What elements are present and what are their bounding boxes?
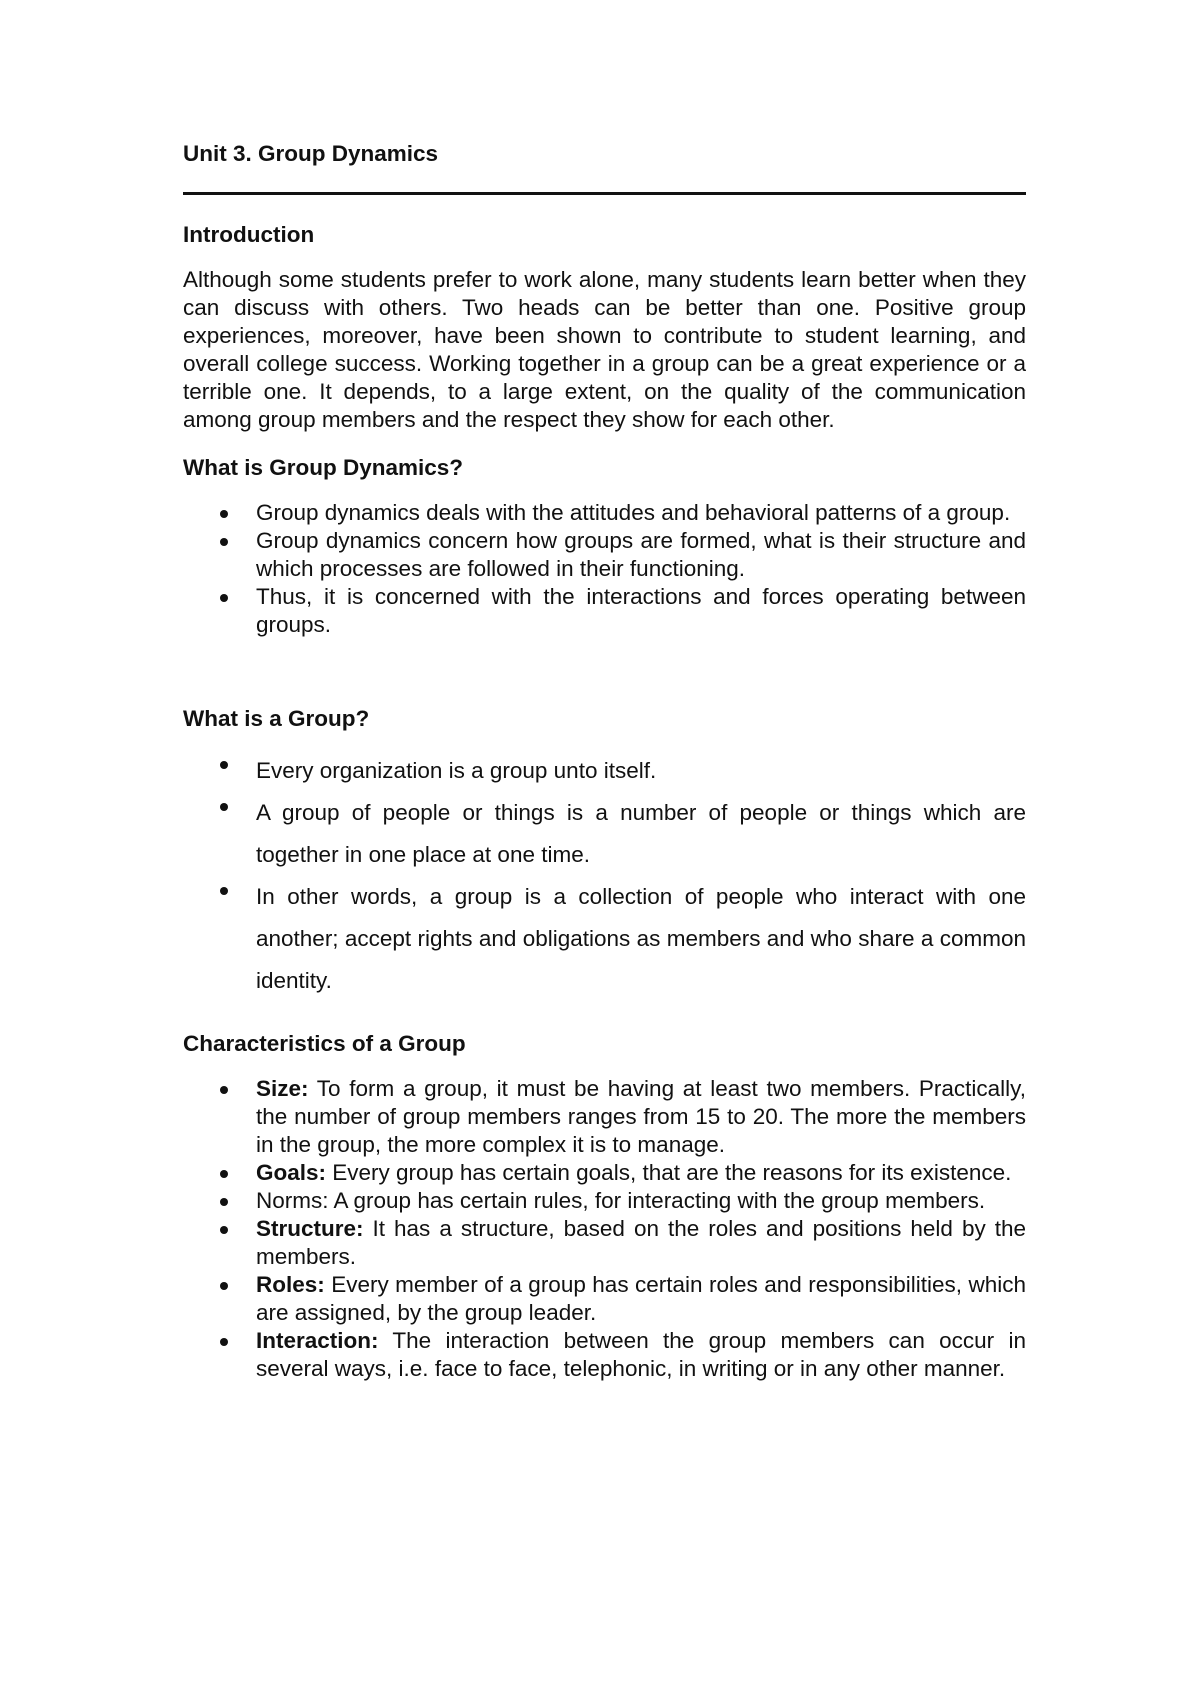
list-item-text: Group dynamics deals with the attitudes and behavioral patterns of a group. — [256, 500, 1011, 525]
bullet-icon — [220, 803, 228, 811]
group-heading: What is a Group? — [183, 706, 370, 731]
section-what-is-group — [183, 705, 1026, 1002]
group-dynamics-heading: What is Group Dynamics? — [183, 455, 464, 480]
introduction-paragraph: Although some students prefer to work alone, many students learn better when they can discuss with others. Two heads can be better than one. Positive group experiences, moreover, have been shown to contribute to student learning, and overall college success. Working together in a group can be a great experience or a terrible one. It depends, to a large extent, on the quality of the communication among group members and the respect they show for each other. — [183, 267, 1026, 432]
list-item — [183, 750, 1026, 792]
bullet-icon — [220, 594, 228, 602]
list-item — [183, 876, 1026, 1002]
bullet-icon — [220, 1226, 228, 1234]
characteristic-text: To form a group, it must be having at least two members. Practically, the number of group members ranges from 15 to 20. The more the members in the group, the more complex it is to manage. — [256, 1076, 1026, 1157]
list-item — [183, 1159, 1026, 1187]
list-item — [183, 583, 1026, 639]
list-item-text: In other words, a group is a collection of people who interact with one another; accept rights and obligations as members and who share a common identity. — [256, 884, 1026, 993]
bullet-icon — [220, 761, 228, 769]
list-item-text: A group of people or things is a number of people or things which are together in one place at one time. — [256, 800, 1026, 867]
list-item — [183, 1187, 1026, 1215]
bullet-icon — [220, 510, 228, 518]
list-item — [183, 1215, 1026, 1271]
introduction-heading: Introduction — [183, 222, 315, 247]
group-dynamics-list — [183, 499, 1026, 639]
list-item — [183, 527, 1026, 583]
section-characteristics — [183, 1030, 1026, 1383]
list-item — [183, 1327, 1026, 1383]
bullet-icon — [220, 1338, 228, 1346]
list-item-text: Thus, it is concerned with the interactions and forces operating between groups. — [256, 584, 1026, 637]
characteristic-text: Every group has certain goals, that are the reasons for its existence. — [326, 1160, 1012, 1185]
bullet-icon — [220, 538, 228, 546]
unit-title: Unit 3. Group Dynamics — [183, 141, 439, 166]
list-item-text: Group dynamics concern how groups are formed, what is their structure and which processes are followed in their functioning. — [256, 528, 1026, 581]
characteristic-label: Size: — [256, 1076, 309, 1101]
characteristic-label: Goals: — [256, 1160, 327, 1185]
characteristic-label: Roles: — [256, 1272, 325, 1297]
characteristics-list — [183, 1075, 1026, 1383]
bullet-icon — [220, 1198, 228, 1206]
group-list — [183, 750, 1026, 1002]
characteristic-text: The interaction between the group members can occur in several ways, i.e. face to face, telephonic, in writing or in any other manner. — [256, 1328, 1026, 1381]
list-item — [183, 1075, 1026, 1159]
bullet-icon — [220, 1086, 228, 1094]
characteristic-text: It has a structure, based on the roles and positions held by the members. — [256, 1216, 1026, 1269]
characteristics-heading: Characteristics of a Group — [183, 1031, 466, 1056]
list-item-text: Every organization is a group unto itself. — [256, 758, 657, 783]
bullet-icon — [220, 1170, 228, 1178]
characteristic-label: Structure: — [256, 1216, 364, 1241]
characteristic-label: Interaction: — [256, 1328, 379, 1353]
list-item — [183, 1271, 1026, 1327]
section-group-dynamics — [183, 454, 1026, 639]
title-divider — [183, 192, 1026, 195]
bullet-icon — [220, 887, 228, 895]
characteristic-text: Every member of a group has certain roles and responsibilities, which are assigned, by the group leader. — [256, 1272, 1026, 1325]
list-item — [183, 499, 1026, 527]
document-page — [183, 140, 1026, 1383]
bullet-icon — [220, 1282, 228, 1290]
list-item — [183, 792, 1026, 876]
characteristic-text: Norms: A group has certain rules, for interacting with the group members. — [256, 1188, 986, 1213]
